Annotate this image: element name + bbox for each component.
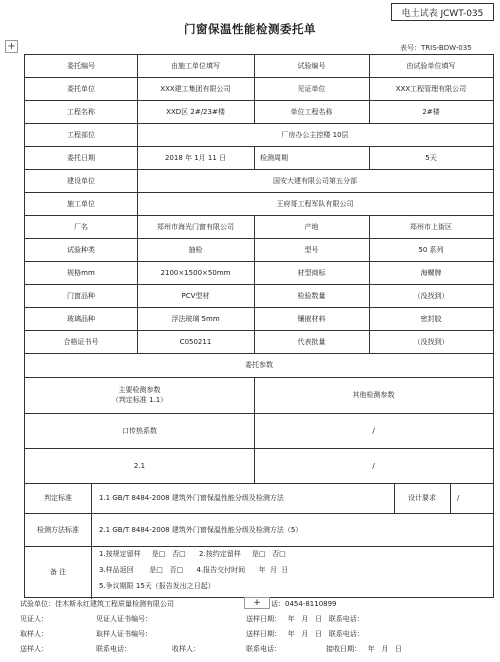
params-heading: 委托参数 — [245, 361, 273, 369]
form-number: 表号：TRIS-BDW-035 — [400, 44, 472, 52]
value-manufacturer[interactable]: 郑州市海光门窗有限公司 — [157, 222, 234, 231]
design-requirement-label: 设计要求 — [408, 494, 436, 502]
label-test-no: 试验编号 — [297, 62, 326, 70]
value-model[interactable]: 50 系列 — [418, 245, 444, 254]
value-sealing-material[interactable]: 密封胶 — [420, 314, 442, 323]
value-glass-type[interactable]: 浮法玻璃 5mm — [171, 314, 220, 323]
item-2-1-value[interactable]: / — [372, 461, 375, 470]
label-batch-size: 代表批量 — [297, 337, 326, 346]
judge-standard-label: 判定标准 — [44, 494, 72, 502]
value-project-part[interactable]: 厂房办公主控楼 10层 — [281, 130, 349, 139]
label-client-unit: 委托单位 — [67, 84, 95, 93]
entrustment-form-table — [24, 54, 494, 598]
label-sealing-material: 镶嵌材料 — [297, 314, 326, 323]
value-test-type[interactable]: 抽检 — [188, 245, 203, 254]
taker-label: 取样人： — [20, 630, 48, 638]
taker-date-label: 送样日期： 年 月 日 联系电话： — [246, 630, 364, 638]
value-construction-owner[interactable]: 国安大建有限公司第五分部 — [273, 176, 357, 185]
main-params-header — [25, 377, 254, 413]
label-spec: 规格mm — [67, 268, 95, 277]
remarks-line-3: 5.争议期限 15天（报告发出之日起） — [99, 582, 215, 590]
receiver-label: 收样人： — [172, 645, 200, 653]
label-window-type: 门窗品种 — [67, 291, 95, 300]
label-project-name: 工程名称 — [67, 107, 95, 116]
value-witness-unit[interactable]: XXX工程管理有限公司 — [395, 84, 467, 93]
judge-standard-value[interactable]: 1.1 GB/T 8484-2008 建筑外门窗保温性能分级及检测方法 — [99, 494, 284, 502]
main-params-label: 主要检测参数 — [118, 386, 161, 394]
lab-phone: 话：0454-8110899 — [271, 600, 337, 608]
label-construction-owner: 建设单位 — [67, 176, 95, 185]
method-standard-label: 检测方法标准 — [37, 525, 79, 534]
value-inspection-qty[interactable]: （没找到） — [413, 291, 449, 300]
label-manufacturer: 厂名 — [74, 222, 88, 231]
witness-date-label: 送样日期： 年 月 日 联系电话： — [246, 615, 364, 623]
label-test-type: 试验种类 — [67, 245, 95, 254]
label-glass-type: 玻璃品种 — [67, 314, 95, 323]
label-origin: 产地 — [304, 222, 319, 231]
value-project-name[interactable]: XXD区 2#/23#楼 — [166, 107, 225, 116]
remarks-label: 备 注 — [49, 568, 67, 576]
page-title: 门窗保温性能检测委托单 — [184, 22, 316, 36]
remarks-line-1[interactable]: 1.按规定留样 是□ 否□ 2.按约定留样 是□ 否□ — [99, 550, 286, 558]
remarks-line-2[interactable]: 3.样品返回 是□ 否□ 4.报告交付时间 年 月 日 — [99, 566, 289, 574]
label-inspection-qty: 检验数量 — [297, 291, 326, 300]
sender-label: 送样人： — [20, 645, 48, 653]
taker-cert-label: 取样人证书编号： — [96, 630, 152, 638]
value-origin[interactable]: 郑州市上街区 — [410, 222, 452, 231]
value-batch-size[interactable]: （没找到） — [413, 337, 449, 346]
sender-phone-label: 联系电话： — [96, 645, 131, 653]
label-test-period: 检测周期 — [260, 153, 288, 162]
receiver-phone-label: 联系电话： — [246, 645, 281, 653]
label-profile-brand: 材型商标 — [297, 268, 326, 277]
table-move-handle-icon[interactable]: + — [5, 40, 18, 53]
label-model: 型号 — [304, 245, 319, 254]
value-spec[interactable]: 2100×1500×50mm — [160, 268, 231, 277]
value-certificate-no[interactable]: C050211 — [179, 337, 212, 346]
lab-unit: 试验单位：佳木斯永红建筑工程质量检测有限公司 — [20, 600, 174, 608]
item-2-1-label: 2.1 — [133, 461, 146, 470]
value-test-period[interactable]: 5天 — [425, 153, 437, 162]
other-params-header: 其他检测参数 — [352, 391, 395, 399]
phone-field-handle-icon[interactable]: + — [244, 597, 270, 609]
value-entrust-no[interactable]: 由施工单位填写 — [171, 62, 220, 70]
value-unit-project-name[interactable]: 2#楼 — [422, 107, 440, 116]
receive-date-label: 接收日期： 年 月 日 — [326, 645, 403, 653]
method-standard-value[interactable]: 2.1 GB/T 8484-2008 建筑外门窗保温性能分级及检测方法（5） — [99, 525, 303, 534]
label-entrust-date: 委托日期 — [67, 153, 95, 162]
label-witness-unit: 见证单位 — [297, 84, 326, 93]
value-profile-brand[interactable]: 海螺牌 — [420, 268, 442, 277]
main-params-standard: （判定标准 1.1） — [111, 396, 168, 404]
label-project-part: 工程部位 — [67, 130, 95, 139]
label-certificate-no: 合格证书号 — [63, 337, 99, 346]
value-contractor[interactable]: 王府哥工程军队有限公司 — [276, 199, 354, 208]
value-window-type[interactable]: PCV型材 — [181, 291, 210, 300]
label-unit-project-name: 单位工程名称 — [290, 107, 333, 116]
label-entrust-no: 委托编号 — [67, 62, 95, 70]
k-value-other[interactable]: / — [372, 426, 375, 435]
witness-label: 见证人： — [20, 615, 48, 623]
value-entrust-date[interactable]: 2018 年 1月 11 日 — [164, 153, 227, 162]
design-requirement-value[interactable]: / — [457, 494, 460, 502]
value-client-unit[interactable]: XXX建工集团有限公司 — [160, 84, 231, 93]
label-contractor: 施工单位 — [67, 199, 95, 208]
value-test-no[interactable]: 由试验单位填写 — [406, 62, 456, 70]
witness-cert-label: 见证人证书编号： — [96, 615, 152, 623]
k-value-label: 口传热系数 — [122, 426, 157, 435]
form-code-stamp: 电土试表 JCWT-035 — [391, 3, 494, 21]
